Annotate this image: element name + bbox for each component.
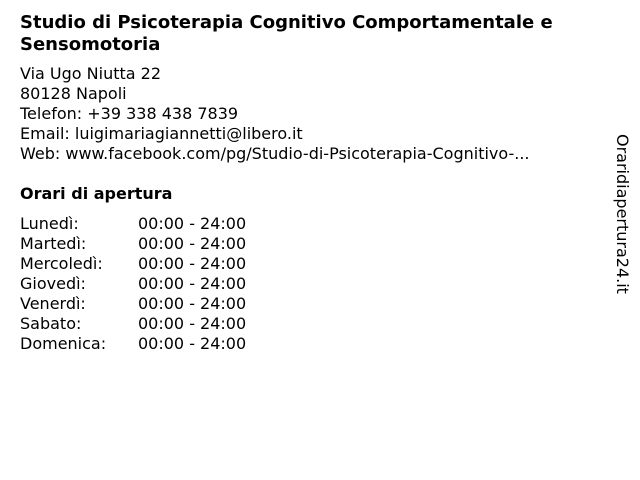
- page-title: [20, 12, 620, 56]
- day-label: Venerdì:: [20, 294, 86, 313]
- day-label: Martedì:: [20, 234, 87, 253]
- time-range: 00:00 - 24:00: [138, 314, 247, 333]
- day-label: Domenica:: [20, 334, 107, 353]
- email-address: Email: luigimariagiannetti@libero.it: [20, 124, 303, 143]
- day-label: Lunedì:: [20, 214, 79, 233]
- contact-block: [20, 64, 610, 164]
- time-range: 00:00 - 24:00: [138, 294, 247, 313]
- title-line-2: Sensomotoria: [20, 34, 161, 55]
- street-address: Via Ugo Niutta 22: [20, 64, 162, 83]
- time-range: 00:00 - 24:00: [138, 334, 247, 353]
- day-label: Giovedì:: [20, 274, 86, 293]
- site-watermark: Oraridiapertura24.it: [613, 134, 632, 294]
- phone-number: Telefon: +39 338 438 7839: [20, 104, 239, 123]
- website-link: Web: www.facebook.com/pg/Studio-di-Psicoterapia-Cognitivo-...: [20, 144, 530, 163]
- time-range: 00:00 - 24:00: [138, 214, 247, 233]
- title-line-1: Studio di Psicoterapia Cognitivo Comportamentale e: [20, 12, 553, 33]
- hours-heading: Orari di apertura: [20, 184, 173, 203]
- city-address: 80128 Napoli: [20, 84, 127, 103]
- time-range: 00:00 - 24:00: [138, 254, 247, 273]
- day-label: Sabato:: [20, 314, 82, 333]
- time-range: 00:00 - 24:00: [138, 274, 247, 293]
- time-range: 00:00 - 24:00: [138, 234, 247, 253]
- day-label: Mercoledì:: [20, 254, 103, 273]
